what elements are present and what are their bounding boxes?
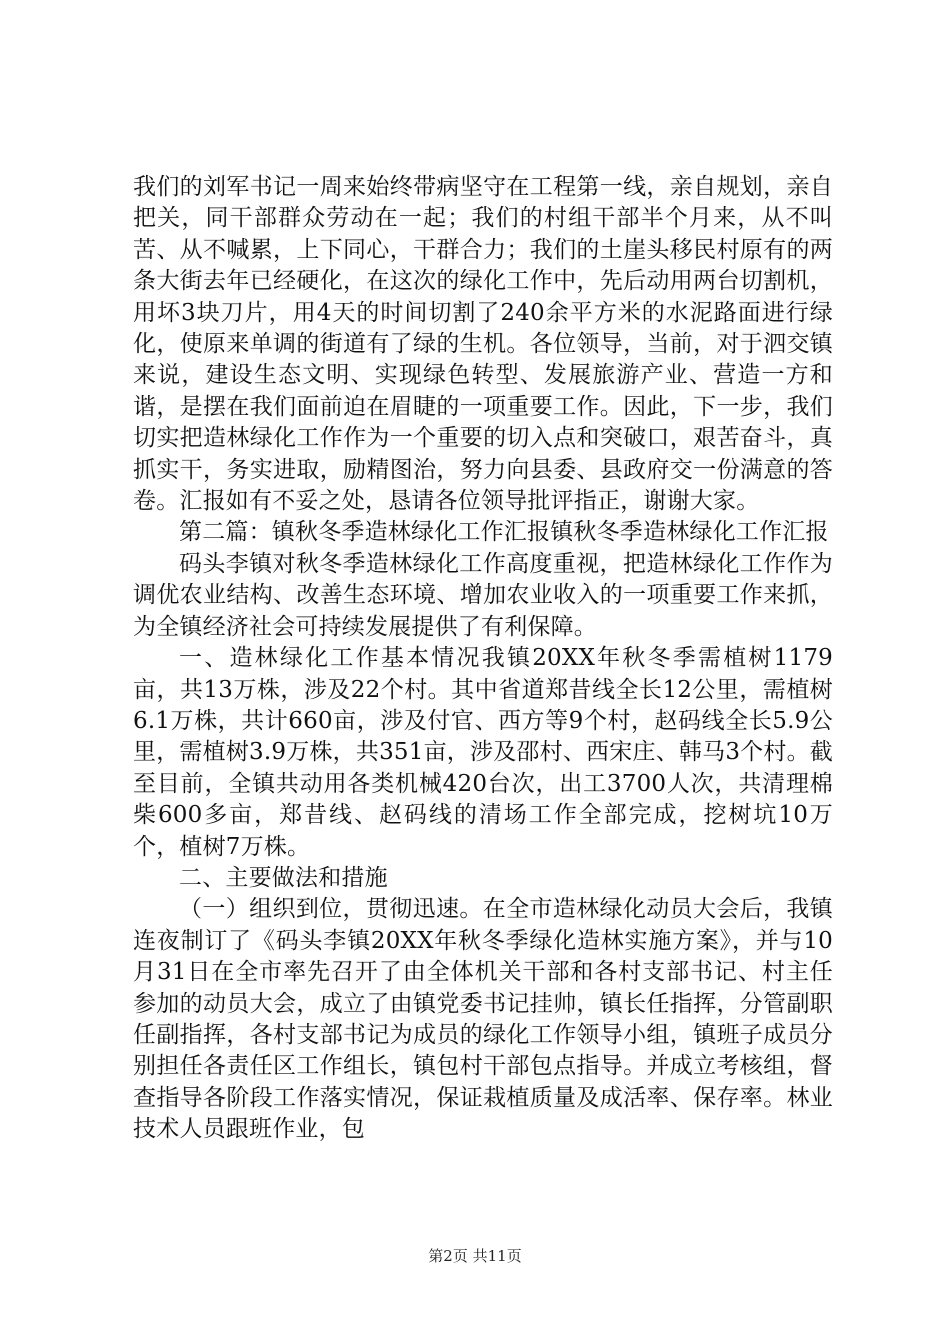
document-body bbox=[133, 172, 833, 1146]
page-number-footer: 第2页 共11页 bbox=[428, 1247, 522, 1265]
section-heading-measures: 二、主要做法和措施 bbox=[179, 864, 388, 891]
section-heading-part-two: 第二篇：镇秋冬季造林绿化工作汇报镇秋冬季造林绿化工作汇报 bbox=[179, 519, 829, 546]
paragraph-continued: 我们的刘军书记一周来始终带病坚守在工程第一线，亲自规划，亲自把关，同干部群众劳动在一起；我们的村组干部半个月来，从不叫苦、从不喊累，上下同心，干群合力；我们的土崖头移民村原有的两条大街去年已经硬化，在这次的绿化工作中，先后动用两台切割机，用坏3块刀片，用4天的时间切割了240余平方米的水泥路面进行绿化，使原来单调的街道有了绿的生机。各位领导，当前，对于泗交镇来说，建设生态文明、实现绿色转型、发展旅游产业、营造一方和谐，是摆在我们面前迫在眉睫的一项重要工作。因此，下一步，我们切实把造林绿化工作作为一个重要的切入点和突破口，艰苦奋斗，真抓实干，务实进取，励精图治，努力向县委、县政府交一份满意的答卷。汇报如有不妥之处，恳请各位领导批评指正，谢谢大家。 bbox=[133, 174, 833, 515]
paragraph-intro: 码头李镇对秋冬季造林绿化工作高度重视，把造林绿化工作作为调优农业结构、改善生态环境、增加农业收入的一项重要工作来抓，为全镇经济社会可持续发展提供了有利保障。 bbox=[133, 550, 833, 640]
paragraph-basic-situation: 一、造林绿化工作基本情况我镇20XX年秋冬季需植树1179亩，共13万株，涉及22个村。其中省道郑昔线全长12公里，需植树6.1万株，共计660亩，涉及付官、西方等9个村，赵码线全长5.9公里，需植树3.9万株，共351亩，涉及邵村、西宋庄、韩马3个村。截至目前，全镇共动用各类机械420台次，出工3700人次，共清理棉柴600多亩，郑昔线、赵码线的清场工作全部完成，挖树坑10万个，植树7万株。 bbox=[133, 645, 833, 860]
paragraph-organization: （一）组织到位，贯彻迅速。在全市造林绿化动员大会后，我镇连夜制订了《码头李镇20XX年秋冬季绿化造林实施方案》，并与10月31日在全市率先召开了由全体机关干部和各村支部书记、村主任参加的动员大会，成立了由镇党委书记挂帅，镇长任指挥，分管副职任副指挥，各村支部书记为成员的绿化工作领导小组，镇班子成员分别担任各责任区工作组长，镇包村干部包点指导。并成立考核组，督查指导各阶段工作落实情况，保证栽植质量及成活率、保存率。林业技术人员跟班作业，包 bbox=[133, 896, 833, 1143]
